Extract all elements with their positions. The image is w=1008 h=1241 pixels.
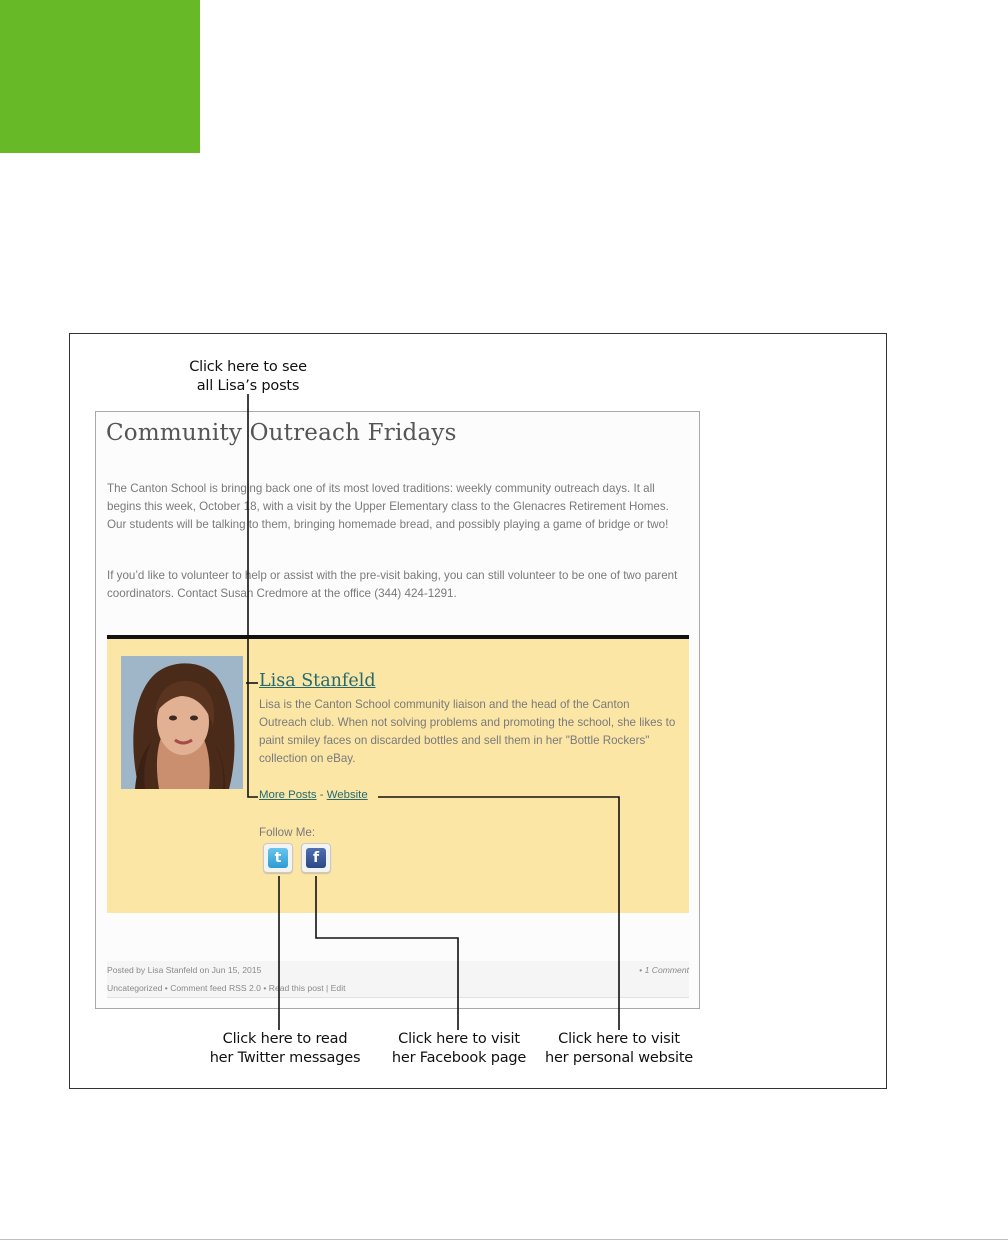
- comment-count-link[interactable]: • 1 Comment: [639, 965, 689, 975]
- author-links: [259, 789, 368, 801]
- post-meta-categories: Uncategorized • Comment feed RSS 2.0 • Read this post | Edit: [107, 983, 346, 993]
- author-bio: Lisa is the Canton School community liaison and the head of the Canton Outreach club. When not solving problems and promoting the school, she likes to paint smiley faces on discarded bottles and sell them in her "Bottle Rockers" collection on eBay.: [259, 698, 676, 765]
- facebook-button[interactable]: [301, 843, 331, 873]
- links-separator: -: [316, 789, 327, 801]
- post-paragraph: If you’d like to volunteer to help or assist with the pre-visit baking, you can still volunteer to be one of two parent coordinators. Contact Susan Credmore at the office (344) 424-1291.: [107, 569, 678, 600]
- callout-more-posts: Click here to see all Lisa’s posts: [189, 359, 307, 394]
- facebook-icon: f: [306, 848, 326, 868]
- twitter-button[interactable]: [263, 843, 293, 873]
- callout-website: Click here to visit her personal website: [544, 1031, 694, 1066]
- post-title[interactable]: Community Outreach Fridays: [106, 420, 457, 446]
- twitter-icon: t: [268, 848, 288, 868]
- post-meta-posted: Posted by Lisa Stanfeld on Jun 15, 2015: [107, 965, 262, 975]
- follow-me-label: Follow Me:: [259, 826, 316, 839]
- website-link[interactable]: Website: [326, 789, 368, 801]
- chapter-tab-block: [0, 0, 200, 153]
- more-posts-link[interactable]: More Posts: [259, 789, 317, 801]
- author-name-link[interactable]: Lisa Stanfeld: [259, 671, 376, 691]
- callout-twitter: Click here to read her Twitter messages: [209, 1031, 361, 1066]
- post-paragraph: The Canton School is bringing back one of its most loved traditions: weekly community outreach days. It all begins this week, October 18, with a visit by the Upper Elementary class to the Glenacres Retirement Homes. Our students will be talking to them, bringing homemade bread, and possibly playing a game of bridge or two!: [107, 482, 669, 531]
- author-avatar: [121, 656, 243, 789]
- callout-facebook: Click here to visit her Facebook page: [391, 1031, 527, 1066]
- page-bottom-rule: [0, 1239, 1008, 1240]
